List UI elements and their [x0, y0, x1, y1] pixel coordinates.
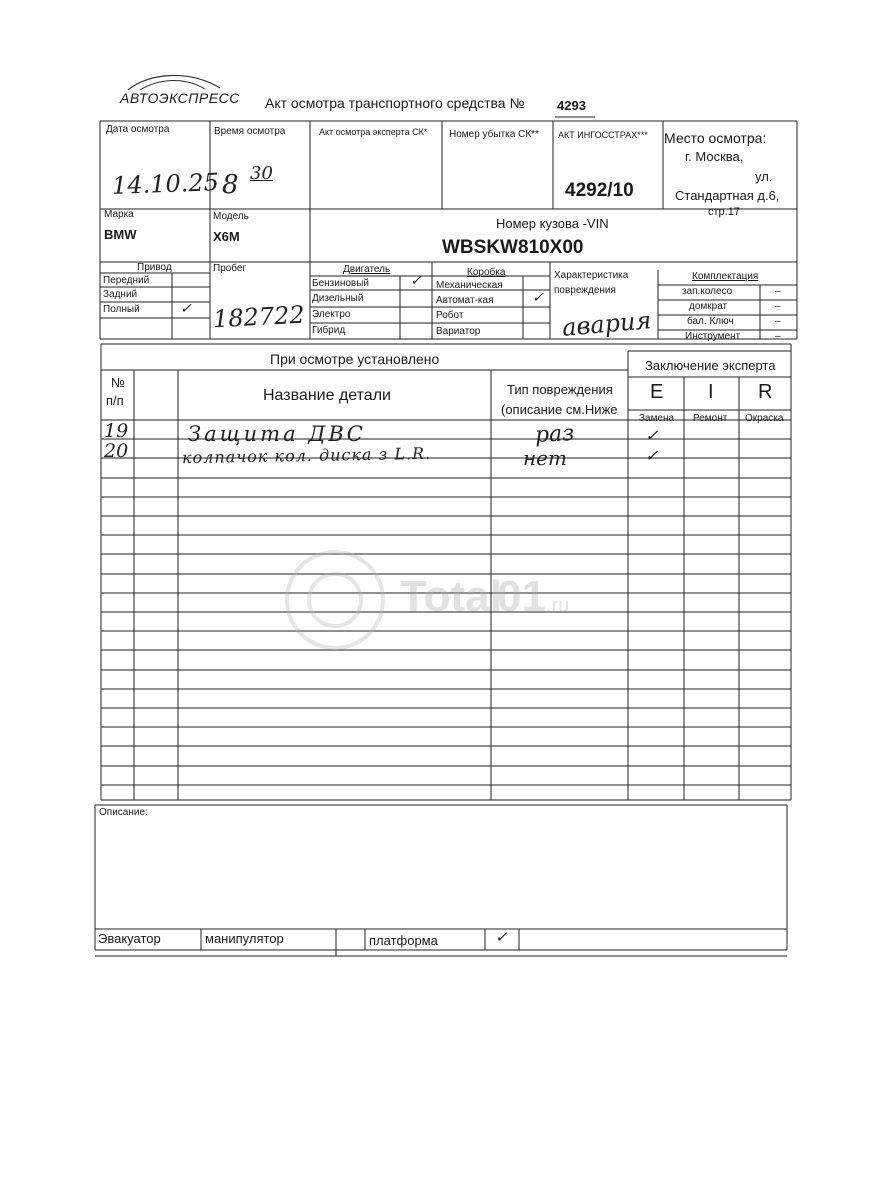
row-2-replace-check: ✓ — [645, 446, 659, 465]
place-line-4: стр.17 — [708, 206, 740, 218]
ingos-act-value: 4292/10 — [565, 180, 634, 201]
engine-label: Двигатель — [343, 264, 391, 275]
equip-jack: домкрат — [689, 301, 728, 312]
engine-petrol: Бензиновый — [312, 278, 369, 289]
place-line-2: ул. — [755, 169, 773, 184]
gearbox-label: Коробка — [467, 267, 506, 278]
row-2-damage: нет — [523, 446, 567, 470]
logo-text: АВТОЭКСПРЕСС — [120, 90, 240, 106]
num-label-1: № — [111, 375, 125, 390]
date-label: Дата осмотра — [106, 124, 170, 135]
damage-value: авария — [560, 306, 653, 342]
gearbox-robot: Робот — [436, 310, 464, 321]
equip-dash-1: – — [775, 286, 781, 297]
col-i-sub: Ремонт — [693, 413, 728, 424]
expert-act-label: Акт осмотра эксперта СК* — [319, 127, 428, 137]
gearbox-cvt: Вариатор — [436, 326, 481, 337]
watermark-text-2: 01 — [497, 572, 546, 621]
description-label: Описание: — [99, 807, 148, 818]
part-name-label: Название детали — [263, 387, 391, 404]
equip-tools: Инструмент — [685, 331, 741, 342]
col-i: I — [708, 381, 714, 403]
established-label: При осмотре установлено — [270, 351, 440, 367]
equip-spare: зап.колесо — [682, 286, 733, 297]
watermark-text-3: .ru — [546, 595, 570, 617]
engine-hybrid: Гибрид — [312, 325, 346, 336]
drive-label: Привод — [137, 262, 172, 273]
date-value: 14.10.25 — [111, 168, 220, 200]
row-1-replace-check: ✓ — [645, 426, 659, 445]
engine-diesel: Дизельный — [312, 293, 364, 304]
drive-all: Полный — [103, 304, 140, 315]
make-value: BMW — [104, 227, 137, 242]
time-hour: 8 — [222, 170, 239, 200]
row-2-part: колпачок кол. диска з L.R. — [181, 443, 432, 468]
mileage-value: 182722 — [212, 300, 306, 334]
num-label-2: п/п — [106, 393, 124, 408]
damage-type-label-2: (описание см.Ниже — [501, 402, 618, 417]
place-line-1: г. Москва, — [685, 149, 744, 164]
time-label: Время осмотра — [214, 126, 286, 137]
model-label: Модель — [213, 211, 249, 222]
drive-rear: Задний — [103, 289, 138, 300]
place-label: Место осмотра: — [664, 130, 767, 146]
col-e: E — [650, 381, 664, 403]
damage-type-label-1: Тип повреждения — [507, 382, 613, 397]
mileage-label: Пробег — [213, 263, 247, 274]
tow-label: Эвакуатор — [98, 931, 161, 946]
drive-all-check: ✓ — [180, 301, 192, 317]
col-e-sub: Замена — [639, 413, 675, 424]
place-line-3: Стандартная д.6, — [675, 188, 780, 203]
equip-label: Комплектация — [692, 271, 759, 282]
act-number: 4293 — [557, 98, 586, 113]
damage-label-1: Характеристика — [554, 270, 629, 281]
damage-label-2: повреждения — [554, 285, 616, 296]
equip-dash-2: – — [775, 301, 781, 312]
col-r-sub: Окраска — [745, 413, 784, 424]
row-1-part: Защита ДВС — [188, 422, 366, 446]
equip-wrench: бал. Ключ — [687, 316, 734, 327]
row-1-damage: раз — [534, 420, 575, 449]
manipulator-label: манипулятор — [205, 931, 284, 946]
engine-petrol-check: ✓ — [410, 273, 422, 289]
ingos-act-label: АКТ ИНГОССТРАХ*** — [558, 130, 648, 140]
gearbox-auto: Автомат-кая — [436, 295, 494, 306]
gearbox-auto-check: ✓ — [532, 290, 544, 306]
watermark-text-1: Total — [400, 572, 502, 621]
act-title: Акт осмотра транспортного средства № — [265, 95, 525, 111]
gearbox-manual: Механическая — [436, 280, 503, 291]
model-value: X6M — [213, 229, 240, 244]
loss-number-label: Номер убытка СК** — [449, 129, 539, 140]
vin-value: WBSKW810X00 — [442, 237, 584, 258]
row-2-num: 20 — [104, 440, 129, 462]
engine-electric: Электро — [312, 309, 351, 320]
make-label: Марка — [104, 209, 134, 220]
vin-label: Номер кузова -VIN — [496, 216, 609, 231]
col-r: R — [758, 381, 773, 403]
time-minutes: 30 — [250, 163, 273, 184]
drive-front: Передний — [103, 275, 150, 286]
row-1-num: 19 — [104, 420, 129, 442]
platform-label: платформа — [369, 933, 438, 948]
platform-check: ✓ — [495, 928, 508, 946]
equip-dash-4: – — [775, 331, 781, 342]
conclusion-label: Заключение эксперта — [645, 358, 776, 373]
equip-dash-3: – — [775, 316, 781, 327]
